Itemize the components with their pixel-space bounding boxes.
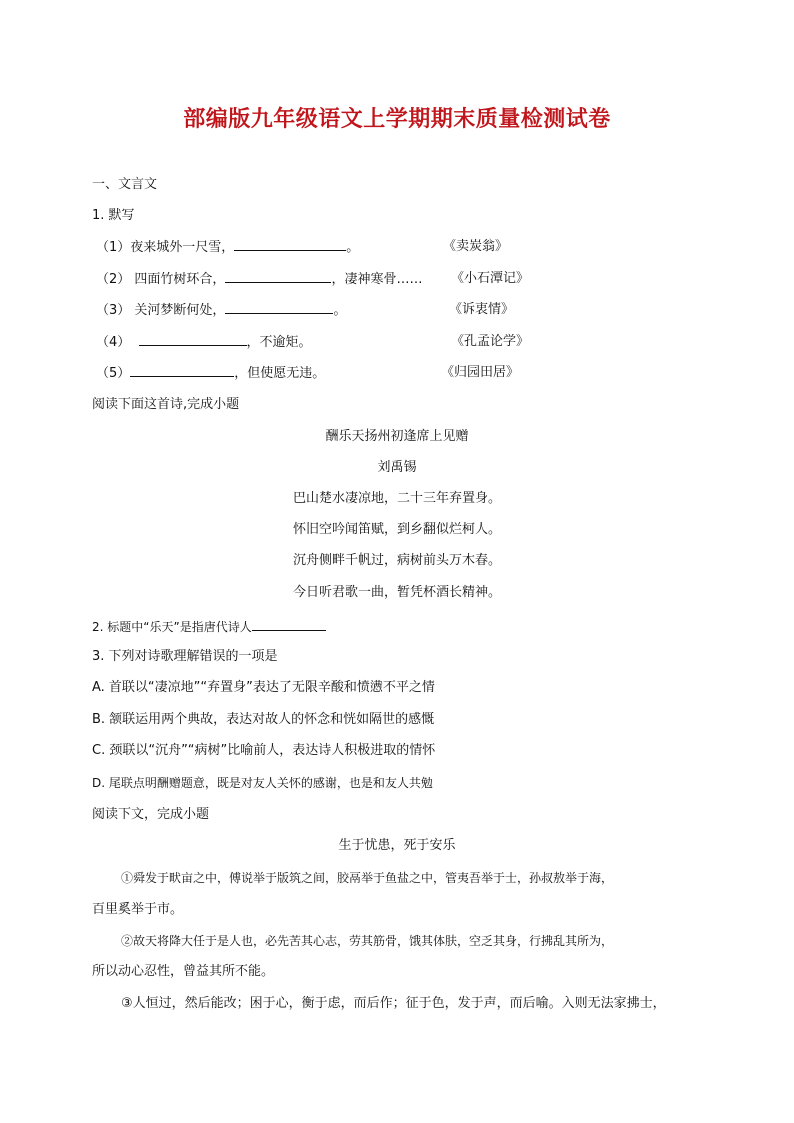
option-c[interactable]: C. 颈联以“沉舟”“病树”比喻前人，表达诗人积极进取的情怀 [92, 743, 436, 758]
q1-item-3 [96, 301, 346, 320]
answer-blank[interactable] [252, 618, 326, 631]
item-number: （1） [96, 240, 131, 255]
prose-paragraph-2: ②故天将降大任于是人也，必先苦其心志，劳其筋骨，饿其体肤，空乏其身，行拂乱其所为， [121, 934, 614, 948]
poem-line: 怀旧空吟闻笛赋，到乡翻似烂柯人。 [292, 522, 501, 537]
poem-instruction: 阅读下面这首诗,完成小题 [92, 397, 240, 412]
q1-item-1-source: 《卖炭翁》 [443, 239, 509, 254]
prose-paragraph-1: ①舜发于畎亩之中，傅说举于版筑之间，胶鬲举于鱼盐之中，管夷吾举于士，孙叔敖举于海， [121, 871, 614, 885]
item-text-after: ，但使愿无违。 [234, 366, 326, 381]
item-number: （5） [96, 366, 131, 381]
item-text-after: 。 [333, 303, 347, 318]
q1-item-3-source: 《诉衷情》 [449, 302, 515, 317]
prose-paragraph-2-cont: 所以动心忍性，曾益其所不能。 [92, 964, 275, 979]
item-text-after: 。 [346, 240, 360, 255]
poem-line: 今日听君歌一曲，暂凭杯酒长精神。 [292, 585, 501, 600]
q1-item-2 [96, 270, 422, 289]
item-text-before: 关河梦断何处， [134, 303, 226, 318]
item-number: （3） [96, 303, 131, 318]
item-number: （2） [96, 272, 131, 287]
q1-item-2-source: 《小石潭记》 [451, 271, 530, 286]
q1-item-4-source: 《孔孟论学》 [451, 334, 530, 349]
q1-item-4 [96, 333, 312, 352]
answer-blank[interactable] [130, 364, 234, 377]
answer-blank[interactable] [234, 238, 346, 251]
q1-item-5 [96, 364, 325, 383]
question-2 [92, 618, 326, 636]
section-heading: 一、文言文 [92, 177, 158, 192]
question-1-label: 1. 默写 [92, 208, 135, 223]
poem-title: 酬乐天扬州初逢席上见赠 [325, 429, 469, 444]
answer-blank[interactable] [225, 301, 333, 314]
poem-line: 沉舟侧畔千帆过，病树前头万木春。 [292, 553, 501, 568]
item-text-after: ，不逾矩。 [246, 335, 312, 350]
item-text-before: 夜来城外一尺雪， [130, 240, 235, 255]
option-d[interactable]: D. 尾联点明酬赠题意，既是对友人关怀的感谢，也是和友人共勉 [92, 776, 433, 790]
prose-title: 生于忧患，死于安乐 [338, 838, 456, 853]
q1-item-5-source: 《归园田居》 [441, 365, 520, 380]
item-number: （4） [96, 335, 131, 350]
option-b[interactable]: B. 颔联运用两个典故，表达对故人的怀念和恍如隔世的感慨 [92, 712, 435, 727]
question-3-stem: 3. 下列对诗歌理解错误的一项是 [92, 649, 278, 664]
question-2-text: 2. 标题中“乐天”是指唐代诗人 [92, 620, 252, 634]
option-a[interactable]: A. 首联以“凄凉地”“弃置身”表达了无限辛酸和愤懑不平之情 [92, 680, 435, 695]
poem-author: 刘禹锡 [377, 460, 417, 475]
page-title: 部编版九年级语文上学期期末质量检测试卷 [183, 106, 611, 132]
answer-blank[interactable] [139, 333, 247, 346]
prose-instruction: 阅读下文，完成小题 [92, 807, 210, 822]
poem-line: 巴山楚水凄凉地，二十三年弃置身。 [292, 491, 501, 506]
q1-item-1 [96, 238, 359, 257]
item-text-before: 四面竹树环合， [134, 272, 226, 287]
item-text-after: ，凄神寒骨…… [331, 272, 423, 287]
answer-blank[interactable] [225, 270, 331, 283]
prose-paragraph-1-cont: 百里奚举于市。 [92, 902, 184, 917]
prose-paragraph-3: ③人恒过，然后能改；困于心，衡于虑，而后作；征于色，发于声，而后喻。入则无法家拂士， [121, 996, 666, 1011]
